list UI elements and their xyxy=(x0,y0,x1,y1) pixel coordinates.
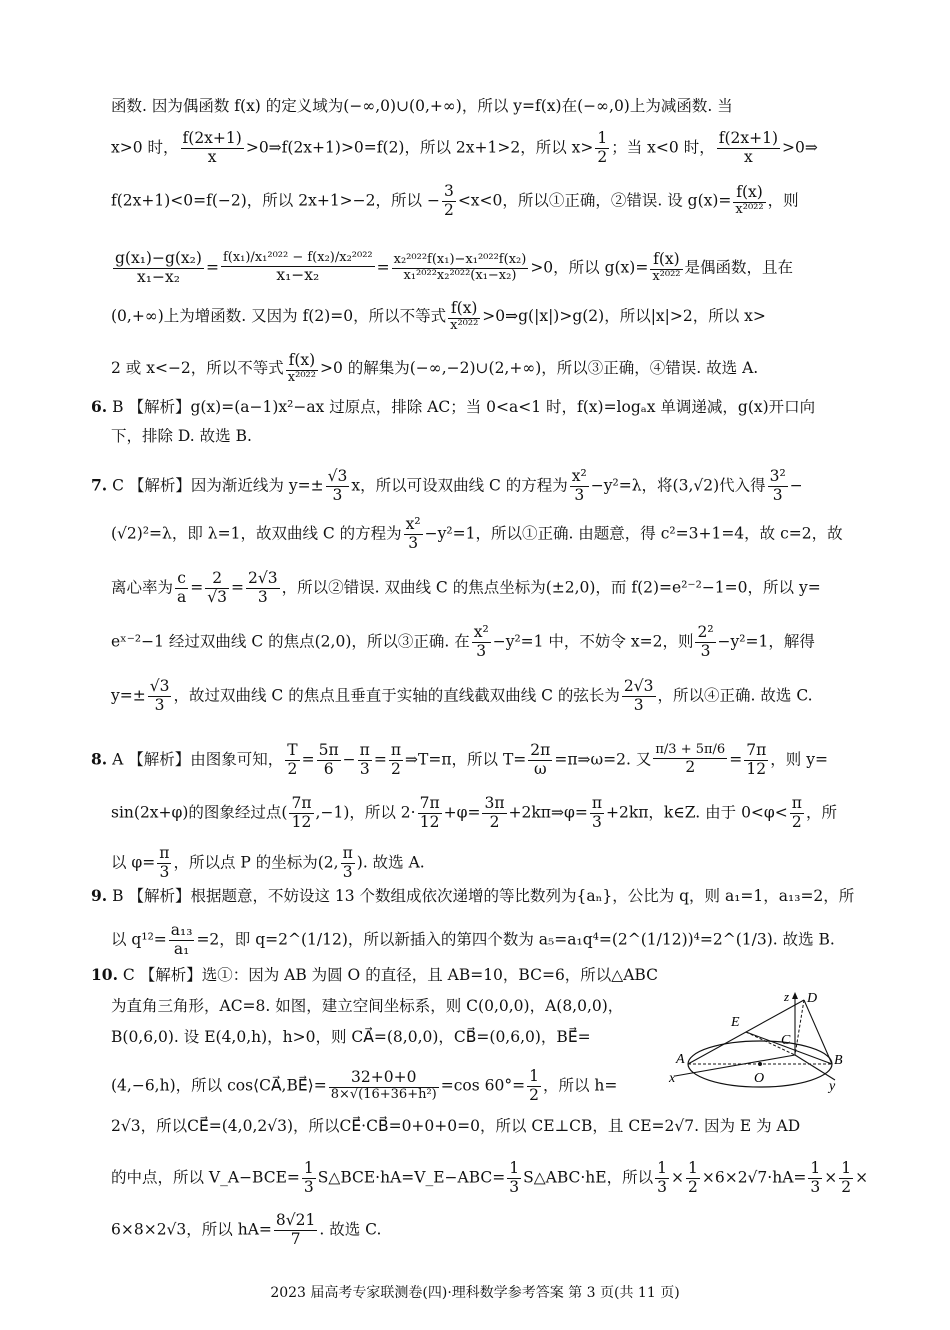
fraction: $\frac{f(2x+1)}{x}$ xyxy=(182,129,242,166)
text-line: (√2)²=λ，即 λ=1，故双曲线 C 的方程为 $\frac{\text{x²}}{3}$ −y²=1，所以①正确. 由题意，得 c²=3+1=4，故 c=2，故 xyxy=(111,515,843,552)
text-line: B(0,6,0). 设 E(4,0,h)，h>0，则 CA⃗=(8,0,0)，CB⃗=(0,6,0)，BE⃗= xyxy=(111,1028,591,1046)
fraction: $\frac{\pi}{2}$ xyxy=(390,741,402,778)
label-B: B xyxy=(834,1053,843,1068)
fraction: f(x₁)/x₁²⁰²² − f(x₂)/x₂²⁰²² x₁−x₂ xyxy=(222,250,373,285)
fraction: $\frac{\text{x₂²⁰²²f(x₁)−x₁²⁰²²f(x₂)}}{\text{x₁²⁰²²x₂²⁰²²(x₁−x₂)}}$ xyxy=(393,251,527,283)
fraction: $\frac{\pi}{3}$ xyxy=(591,794,602,831)
text-line: 以 φ= $\frac{\pi}{3}$ ，所以点 P 的坐标为(2, $\frac{\pi}{3}$ ). 故选 A. xyxy=(111,844,425,881)
label-C: C xyxy=(781,1033,791,1048)
y-axis xyxy=(795,1055,835,1080)
text-line: 的中点，所以 V_A−BCE= $\frac{1}{3}$ S△BCE·hA=V_E−ABC= $\frac{1}{3}$ S△ABC·hE，所以 $\frac{1}{3}$ × $\frac{1}{2}$ ×6×2√7·hA= $\frac{1}{3}$ × $\frac{1}{2}$ × xyxy=(111,1159,869,1196)
label-E: E xyxy=(731,1015,740,1030)
fraction: $\frac{\text{a₁₃}}{\text{a₁}}$ xyxy=(170,921,193,958)
text-line: x>0 时， $\frac{f(2x+1)}{x}$ >0⇒f(2x+1)>0=f(2)，所以 2x+1>2，所以 x> $\frac{1}{2}$ ；当 x<0 时， $\frac{f(2x+1)}{x}$ >0⇒ xyxy=(111,129,818,166)
question-6: 6. B 【解析】g(x)=(a−1)x²−ax 过原点，排除 AC；当 0<a<1 时，f(x)=logₐx 单调递减，g(x)开口向 xyxy=(91,397,816,416)
fraction: $\frac{7\pi}{12}$ xyxy=(419,794,440,831)
text-line: 为直角三角形，AC=8. 如图，建立空间坐标系，则 C(0,0,0)，A(8,0,0)， xyxy=(111,997,624,1015)
text-line: sin(2x+φ)的图象经过点( $\frac{7\pi}{12}$ ,−1)，所以 2· $\frac{7\pi}{12}$ +φ= $\frac{3\pi}{2}$ +2kπ⇒φ= $\frac{\pi}{3}$ +2kπ，k∈Z. 由于 0<φ< $\frac{\pi}{2}$ ，所 xyxy=(111,794,837,831)
geometry-figure xyxy=(665,990,855,1095)
fraction: f(x) x²⁰²² xyxy=(287,351,316,385)
fraction: $\frac{2√3}{3}$ xyxy=(623,677,654,714)
text-line: $\frac{\text{g(x₁)−g(x₂)}}{\text{x₁−x₂}}$ = f(x₁)/x₁²⁰²² − f(x₂)/x₂²⁰²² x₁−x₂ = $\frac{\text{x₂²⁰²²f(x₁)−x₁²⁰²²f(x₂)}}{\text{x₁²⁰²²x₂²⁰²²(x₁−x₂)}}$ >0，所以 g(x)= f(x) x²⁰²² 是偶函数，且在 xyxy=(115,249,794,286)
fraction: $\frac{1}{2}$ xyxy=(687,1159,698,1196)
segment-DC xyxy=(795,1000,804,1055)
z-arrow-icon xyxy=(792,992,798,999)
question-10: 10. C 【解析】选①：因为 AB 为圆 O 的直径，且 AB=10，BC=6，所以△ABC xyxy=(91,965,658,984)
question-7: 7. C 【解析】因为渐近线为 y=± $\frac{√3}{3}$ x，所以可设双曲线 C 的方程为 $\frac{\text{x²}}{3}$ −y²=λ，将(3,√2)代入得 $\frac{\text{3²}}{3}$ − xyxy=(91,467,803,504)
fraction: $\frac{\text{x²}}{3}$ xyxy=(473,623,489,660)
label-D: D xyxy=(807,991,818,1006)
fraction: $\frac{1}{2}$ xyxy=(529,1067,539,1104)
fraction: $\frac{\text{g(x₁)−g(x₂)}}{\text{x₁−x₂}}$ xyxy=(115,249,202,286)
text-line: y=± $\frac{√3}{3}$ ，故过双曲线 C 的焦点且垂直于实轴的直线截双曲线 C 的弦长为 $\frac{2√3}{3}$ ，所以④正确. 故选 C. xyxy=(111,677,813,714)
fraction: $\frac{\pi}{3}$ xyxy=(159,844,170,881)
fraction: $\frac{√3}{3}$ xyxy=(149,677,170,714)
segment-DB xyxy=(804,1000,832,1064)
fraction: $\frac{2\pi}{\omega}$ xyxy=(530,741,551,778)
fraction: $\frac{1}{3}$ xyxy=(810,1159,821,1196)
fraction: 32+0+0 8×√(16+36+h²) xyxy=(330,1068,437,1103)
fraction: $\frac{2}{√3}$ xyxy=(207,569,228,606)
label-A: A xyxy=(676,1052,685,1067)
fraction: $\frac{\text{x²}}{3}$ xyxy=(571,467,587,504)
fraction: f(x) x²⁰²² xyxy=(735,183,764,218)
fraction: $\frac{\text{3²}}{3}$ xyxy=(769,467,786,504)
fraction: $\frac{5\pi}{6}$ xyxy=(318,741,339,778)
text-line: 以 q¹²= $\frac{\text{a₁₃}}{\text{a₁}}$ =2，即 q=2^(1/12)，所以新插入的第四个数为 a₅=a₁q⁴=(2^(1/12))⁴=2^(1/3). 故选 B. xyxy=(111,921,835,958)
label-x: x xyxy=(669,1071,676,1086)
fraction: $\frac{1}{2}$ xyxy=(841,1159,852,1196)
fraction: f(x) x²⁰²² xyxy=(652,250,681,285)
fraction: $\frac{c}{a}$ xyxy=(177,569,187,606)
text-line: 函数. 因为偶函数 f(x) 的定义域为(−∞,0)∪(0,+∞)，所以 y=f(x)在(−∞,0)上为减函数. 当 xyxy=(111,97,733,115)
fraction: $\frac{\pi}{3}$ xyxy=(359,741,370,778)
fraction: $\frac{\text{x²}}{3}$ xyxy=(405,515,421,552)
fraction: $\frac{T}{2}$ xyxy=(287,741,298,778)
text-line: (0,+∞)上为增函数. 又因为 f(2)=0，所以不等式 f(x) x²⁰²² >0⇒g(|x|)>g(2)，所以|x|>2，所以 x> xyxy=(111,299,766,333)
fraction: $\frac{7\pi}{12}$ xyxy=(291,794,312,831)
text-line: f(2x+1)<0=f(−2)，所以 2x+1>−2，所以 − $\frac{3}{2}$ <x<0，所以①正确，②错误. 设 g(x)= f(x) x²⁰²² ，则 xyxy=(111,182,799,219)
fraction: $\frac{f(2x+1)}{x}$ xyxy=(718,129,778,166)
fraction: $\frac{1}{3}$ xyxy=(303,1159,314,1196)
label-y: y xyxy=(829,1079,836,1094)
fraction: $\frac{√3}{3}$ xyxy=(327,467,348,504)
fraction: $\frac{\pi}{2}$ xyxy=(791,794,802,831)
fraction: $\frac{\text{2²}}{3}$ xyxy=(697,623,714,660)
fraction: $\frac{7\pi}{12}$ xyxy=(746,741,767,778)
fraction: $\frac{3\pi}{2}$ xyxy=(484,794,505,831)
text-line: 2√3，所以CE⃗=(4,0,2√3)，所以CE⃗·CB⃗=0+0+0=0，所以 CE⊥CB，且 CE=2√7. 因为 E 为 AD xyxy=(111,1117,801,1135)
text-line: 2 或 x<−2，所以不等式 f(x) x²⁰²² >0 的解集为(−∞,−2)∪(2,+∞)，所以③正确，④错误. 故选 A. xyxy=(111,351,759,385)
page-footer: 2023 届高考专家联测卷(四)·理科数学参考答案 第 3 页(共 11 页) xyxy=(270,1285,680,1301)
fraction: $\frac{3}{2}$ xyxy=(443,182,454,219)
x-axis xyxy=(675,1055,795,1076)
label-O: O xyxy=(754,1071,765,1086)
fraction: $\frac{1}{2}$ xyxy=(597,129,608,166)
fraction: $\frac{\pi}{3}$ xyxy=(342,844,353,881)
text-line: 离心率为 $\frac{c}{a}$ = $\frac{2}{√3}$ = $\frac{2√3}{3}$ ，所以②错误. 双曲线 C 的焦点坐标为(±2,0)，而 f(2)=e²⁻²−1=0，所以 y= xyxy=(111,569,821,606)
fraction: $\frac{2√3}{3}$ xyxy=(248,569,278,606)
question-8: 8. A 【解析】由图象可知， $\frac{T}{2}$ = $\frac{5\pi}{6}$ − $\frac{\pi}{3}$ = $\frac{\pi}{2}$ ⇒T=π，所以 T= $\frac{2\pi}{\omega}$ =π⇒ω=2. 又 π/3 + 5π/6 2 = $\frac{7\pi}{12}$ ，则 y= xyxy=(91,741,828,778)
center-point xyxy=(758,1062,762,1066)
text-line: 6×8×2√3，所以 hA= $\frac{8√21}{7}$ . 故选 C. xyxy=(111,1211,382,1248)
fraction: $\frac{1}{3}$ xyxy=(657,1159,667,1196)
question-9: 9. B 【解析】根据题意，不妨设这 13 个数组成依次递增的等比数列为{aₙ}，公比为 q，则 a₁=1，a₁₃=2，所 xyxy=(91,886,855,905)
label-z: z xyxy=(784,990,790,1004)
text-line: eˣ⁻²−1 经过双曲线 C 的焦点(2,0)，所以③正确. 在 $\frac{\text{x²}}{3}$ −y²=1 中，不妨令 x=2，则 $\frac{\text{2²}}{3}$ −y²=1，解得 xyxy=(111,623,815,660)
text-line: (4,−6,h)，所以 cos⟨CA⃗,BE⃗⟩= 32+0+0 8×√(16+36+h²) =cos 60°= $\frac{1}{2}$ ，所以 h= xyxy=(111,1067,618,1104)
fraction: f(x) x²⁰²² xyxy=(450,299,479,333)
fraction: π/3 + 5π/6 2 xyxy=(655,742,726,777)
text-line: 下，排除 D. 故选 B. xyxy=(111,427,252,445)
fraction: $\frac{8√21}{7}$ xyxy=(275,1211,316,1248)
fraction: $\frac{1}{3}$ xyxy=(509,1159,520,1196)
